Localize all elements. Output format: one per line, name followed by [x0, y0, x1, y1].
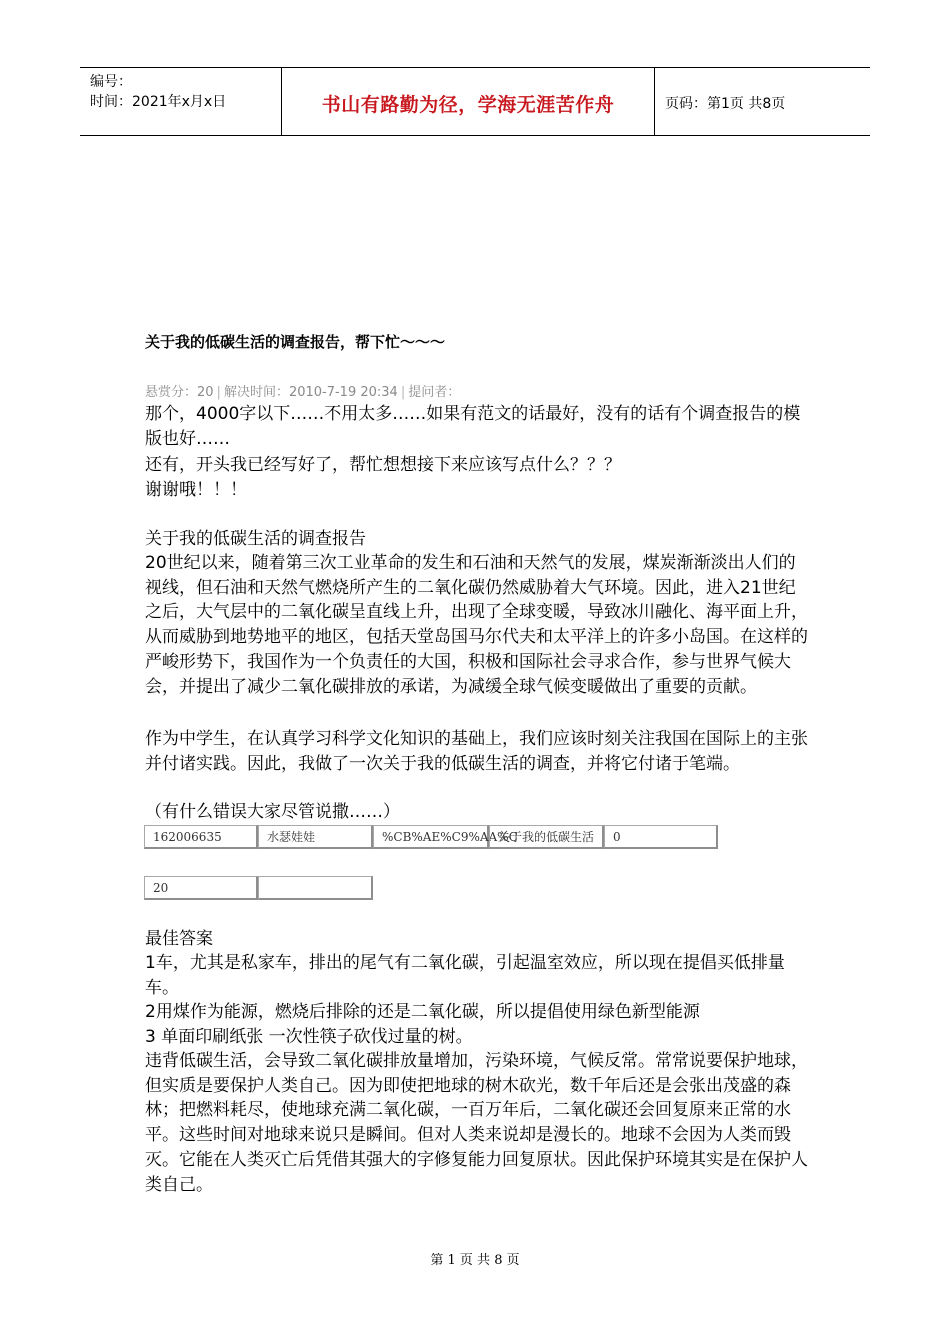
question-meta: 悬赏分：20 | 解决时间：2010-7-19 20:34 | 提问者： — [145, 385, 461, 400]
header-top-rule — [80, 67, 870, 68]
question-body-line-1: 那个，4000字以下……不用太多……如果有范文的话最好，没有的话有个调查报告的模版也好…… — [145, 404, 801, 449]
table-cell-empty — [258, 876, 373, 900]
report-paragraph-1: 20世纪以来，随着第三次工业革命的发生和石油和天然气的发展，煤炭渐渐淡出人们的视线，但石油和天然气燃烧所产生的二氧化碳仍然威胁着大气环境。因此，进入21世纪之后，大气层中的二氧化碳呈直线上升，出现了全球变暖，导致冰川融化、海平面上升，从而威胁到地势地平的地区，包括天堂岛国马尔代夫和太平洋上的许多小岛国。在这样的严峻形势下，我国作为一个负责任的大国，积极和国际社会寻求合作，参与世界气候大会，并提出了减少二氧化碳排放的承诺，为减缓全球气候变暖做出了重要的贡献。 — [145, 553, 808, 697]
page-footer: 第 1 页 共 8 页 — [430, 1253, 520, 1268]
document-number: 编号： — [90, 74, 132, 90]
table-cell-title: 关于我的低碳生活 — [489, 825, 604, 849]
table-cell-encoded: %CB%AE%C9%AA%C — [373, 825, 489, 849]
report-heading: 关于我的低碳生活的调查报告 — [145, 529, 366, 549]
answer-item-1: 1车，尤其是私家车，排出的尾气有二氧化碳，引起温室效应，所以现在提倡买低排量车。 — [145, 953, 785, 998]
answer-item-2: 2用煤作为能源，燃烧后排除的还是二氧化碳，所以提倡使用绿色新型能源 — [145, 1002, 700, 1022]
document-date: 时间：2021年x月x日 — [90, 94, 227, 110]
question-title: 关于我的低碳生活的调查报告，帮下忙～～～ — [145, 333, 446, 351]
header-motto: 书山有路勤为径，学海无涯苦作舟 — [321, 94, 615, 116]
header-divider-right — [654, 67, 655, 136]
answer-item-3: 3 单面印刷纸张 一次性筷子砍伐过量的树。 — [145, 1027, 473, 1047]
resolved-time: 解决时间：2010-7-19 20:34 — [223, 385, 398, 400]
report-note: （有什么错误大家尽管说撒……） — [145, 802, 400, 822]
answer-conclusion: 违背低碳生活，会导致二氧化碳排放量增加，污染环境，气候反常。常常说要保护地球，但实质是要保护人类自己。因为即使把地球的树木砍光，数千年后还是会张出茂盛的森林；把燃料耗尽，使地球充满二氧化碳，一百万年后，二氧化碳还会回复原来正常的水平。这些时间对地球来说只是瞬间。但对人类来说却是漫长的。地球不会因为人类而毁灭。它能在人类灭亡后凭借其强大的字修复能力回复原状。因此保护环境其实是在保护人类自己。 — [145, 1051, 808, 1195]
table-cell-score: 20 — [144, 876, 258, 900]
table-cell-user: 水瑟娃娃 — [258, 825, 373, 849]
reward-points: 悬赏分：20 — [145, 385, 214, 400]
header-bottom-rule — [80, 135, 870, 136]
asker-label: 提问者： — [408, 385, 461, 400]
table-cell-id: 162006635 — [144, 825, 258, 849]
header-page-info: 页码：第1页 共8页 — [665, 96, 786, 112]
answer-heading: 最佳答案 — [145, 929, 213, 949]
header-info — [90, 72, 226, 112]
report-paragraph-2: 作为中学生，在认真学习科学文化知识的基础上，我们应该时刻关注我国在国际上的主张并付诸实践。因此，我做了一次关于我的低碳生活的调查，并将它付诸于笔端。 — [145, 729, 808, 774]
question-body-line-3: 谢谢哦！！！ — [145, 480, 247, 500]
question-body-line-2: 还有，开头我已经写好了，帮忙想想接下来应该写点什么？？？ — [145, 455, 621, 475]
table-cell-count: 0 — [604, 825, 718, 849]
